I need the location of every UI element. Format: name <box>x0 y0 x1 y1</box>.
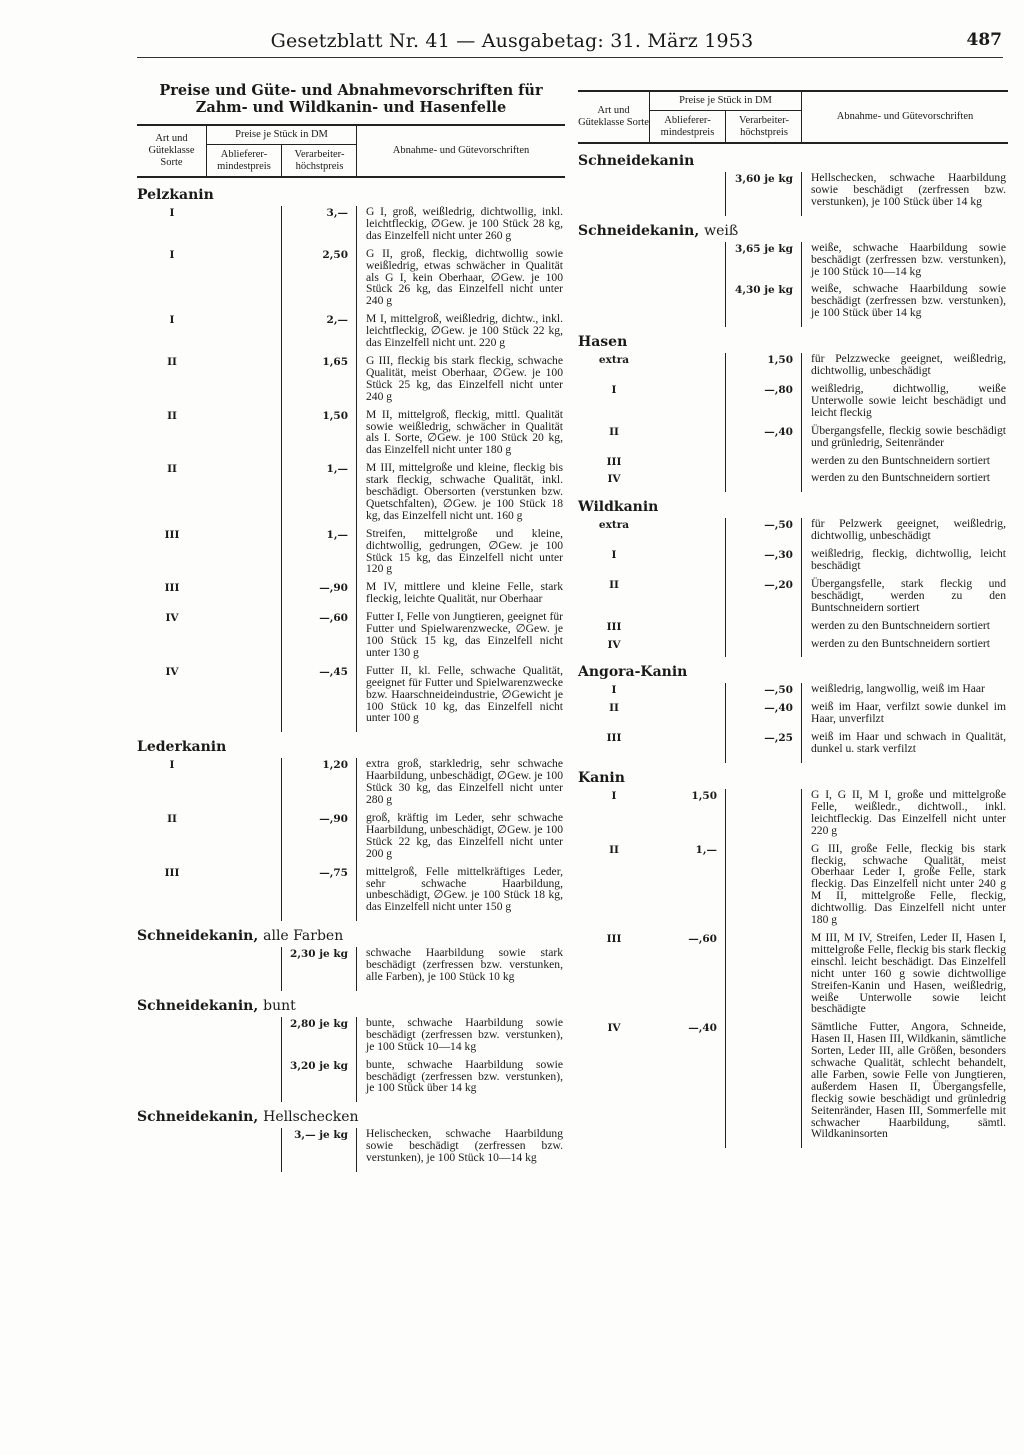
table-section <box>578 222 1008 325</box>
grade-cell: III <box>164 528 180 541</box>
table-row <box>137 206 565 248</box>
max-price-cell: —,50 <box>726 683 802 703</box>
max-price-cell: —,90 <box>282 812 357 868</box>
header-rule <box>137 57 1003 58</box>
min-price-cell <box>207 313 282 357</box>
max-price-cell: —,45 <box>282 665 357 733</box>
spec-cell: M III, mittelgroße und kleine, fleckig bis stark fleckig, schwache Qualität, inkl. beschädigt. Obersorten (verstunken bzw. Quetschfalten), ∅Gew. je 100 Stück 18 kg, das Einzelfell nicht unt. 160 g <box>366 461 563 522</box>
spec-cell: G II, groß, fleckig, dichtwollig sowie weißledrig, etwas schwächer in Qualität als G I, kein Oberhaar, ∅Gew. je 100 Stück 26 kg, das Einzelfell nicht unter 240 g <box>366 246 563 308</box>
section-title-main: Pelzkanin <box>137 187 214 203</box>
min-price-cell <box>207 1059 282 1103</box>
section-rows <box>137 1017 565 1100</box>
section-rows <box>137 206 565 730</box>
table-row <box>137 947 565 989</box>
section-title-main: Angora-Kanin <box>578 664 688 681</box>
max-price-header: Verarbeiter-höchstpreis <box>739 114 789 138</box>
max-price-cell: 3,65 je kg <box>726 242 802 286</box>
section-title-main: Schneidekanin, <box>137 1109 259 1126</box>
table-row <box>578 472 1008 490</box>
section-title <box>137 186 565 204</box>
prices-group-label: Preise je Stück in DM <box>207 126 356 145</box>
max-price-cell: —,50 <box>726 518 802 550</box>
spec-cell: Streifen, mittelgroße und kleine, dichtwollig, gedrungen, ∅Gew. je 100 Stück 15 kg, das Einzelfell nicht unter 120 g <box>366 526 563 576</box>
grade-cell <box>137 1059 207 1061</box>
table-row <box>578 518 1008 548</box>
max-price-cell: 2,— <box>282 313 357 357</box>
spec-cell: M IV, mittlere und kleine Felle, stark fleckig, leichte Qualität, nur Oberhaar <box>366 580 563 606</box>
col-grade-header: Art und Güteklasse Sorte <box>578 92 650 142</box>
section-rows <box>578 518 1008 655</box>
min-price-cell <box>650 383 726 427</box>
table-row <box>137 409 565 463</box>
table-section <box>137 1108 565 1170</box>
min-price-cell <box>207 611 282 667</box>
grade-cell: I <box>611 684 617 697</box>
grade-cell <box>137 1017 207 1019</box>
max-price-cell: —,30 <box>726 548 802 580</box>
spec-cell: M II, mittelgroß, fleckig, mittl. Qualität sowie weißledrig, schwächer in Qualität als I. Sorte, ∅Gew. je 100 Stück 20 kg, das Einzelfell nicht unter 180 g <box>366 407 563 457</box>
grade-cell: III <box>606 732 622 745</box>
grade-cell: I <box>611 790 617 802</box>
min-price-cell <box>650 353 726 385</box>
min-price-cell: —,40 <box>650 1021 726 1148</box>
section-rows <box>578 353 1008 490</box>
grade-cell <box>578 242 650 244</box>
table-row <box>578 638 1008 656</box>
max-price-cell: 1,50 <box>726 353 802 385</box>
min-price-cell <box>207 462 282 530</box>
max-price-cell: 3,20 je kg <box>282 1059 357 1103</box>
min-price-cell <box>650 701 726 733</box>
section-title <box>137 738 565 756</box>
max-price-cell <box>726 638 802 658</box>
table-row <box>137 866 565 920</box>
table-row <box>137 1128 565 1170</box>
min-price-cell <box>650 620 726 640</box>
table-section <box>137 738 565 919</box>
spec-cell: werden zu den Buntschneidern sortiert <box>811 618 991 632</box>
max-price-cell: 1,50 <box>282 409 357 465</box>
section-rows <box>578 683 1008 761</box>
max-price-cell <box>726 472 802 492</box>
max-price-cell: —,25 <box>726 731 802 763</box>
table-row <box>137 665 565 731</box>
spec-cell: Futter I, Felle von Jungtieren, geeignet für Futter und Spielwarenzwecke, ∅Gew. je 100 Stück 15 kg, das Einzelfell nicht unter 130 g <box>366 610 563 659</box>
max-price-cell: 3,— <box>282 206 357 250</box>
section-title-main: Schneidekanin <box>578 153 695 169</box>
left-table-body <box>137 186 565 1170</box>
table-section <box>578 498 1008 655</box>
min-price-cell <box>650 683 726 703</box>
table-row <box>578 1021 1008 1146</box>
grade-cell: I <box>611 383 617 396</box>
spec-cell: weißledrig, fleckig, dichtwollig, leicht beschädigt <box>811 547 1006 573</box>
max-price-cell: —,80 <box>726 383 802 427</box>
spec-cell: G III, fleckig bis stark fleckig, schwache Qualität, meist Oberhaar, ∅Gew. je 100 Stück 25 kg, das Einzelfell nicht unter 240 g <box>366 353 563 403</box>
section-title <box>578 152 1008 170</box>
table-row <box>578 789 1008 843</box>
left-column <box>137 82 565 1170</box>
grade-cell <box>578 172 650 174</box>
table-row <box>578 353 1008 383</box>
min-price-cell <box>650 638 726 658</box>
table-row <box>578 578 1008 620</box>
table-row <box>137 528 565 582</box>
price-group-header <box>650 92 802 142</box>
table-row <box>137 1017 565 1059</box>
max-price-cell: 3,60 je kg <box>726 172 802 216</box>
spec-cell: M III, M IV, Streifen, Leder II, Hasen I, mittelgroße Felle, fleckig bis stark fleckig einschl. leicht beschädigt. Das Einzelfell nicht unter 160 g sowie dichtwollige Streifen-Kanin und Hasen, weißledrig, weiße Unterwolle sowie leicht beschädigte <box>811 930 1006 1016</box>
min-price-cell <box>650 472 726 492</box>
table-row <box>137 1059 565 1101</box>
table-row <box>578 425 1008 455</box>
section-title <box>137 1108 565 1126</box>
grade-cell: I <box>611 549 617 562</box>
grade-cell: II <box>609 843 619 856</box>
min-price-cell <box>207 947 282 991</box>
min-price-cell <box>207 206 282 250</box>
grade-cell: II <box>167 812 177 825</box>
grade-cell: IV <box>607 638 621 651</box>
min-price-cell <box>650 731 726 763</box>
min-price-cell: 1,50 <box>650 789 726 845</box>
grade-cell <box>137 947 207 949</box>
min-price-cell <box>207 248 282 316</box>
spec-cell: werden zu den Buntschneidern sortiert <box>811 636 991 650</box>
spec-cell: werden zu den Buntschneidern sortiert <box>811 453 991 467</box>
table-section <box>137 186 565 730</box>
section-title-main: Schneidekanin, <box>578 222 700 239</box>
table-row <box>578 731 1008 761</box>
spec-cell: Sämtliche Futter, Angora, Schneide, Hasen II, Hasen III, Wildkanin, sämtliche Sorten, Leder III, alle Größen, besonders schwache Qualität, schlecht behandelt, alle Farben, sowie Felle von Jungtieren, außerdem Hasen II, Übergangsfelle, fleckig sowie beschädigt und grünledrig Seitenränder, Hasen III, Sommerfelle mit schwacher Haarbildung, sämtl. Wildkaninsorten <box>811 1020 1006 1141</box>
min-price-cell <box>650 425 726 457</box>
spec-cell: Helischecken, schwache Haarbildung sowie beschädigt (zerfressen bzw. verstunken), je 100 Stück 10—14 kg <box>366 1127 563 1165</box>
grade-cell: II <box>167 355 177 368</box>
spec-cell: G III, große Felle, fleckig bis stark fleckig, schwache Qualität, meist Oberhaar Leder I, große Felle, stark fleckig. Das Einzelfell nicht unter 240 g M II, mittelgroße Felle, fleckig, dichtwollig. Das Einzelfell nicht unter 180 g <box>811 841 1006 927</box>
table-row <box>137 248 565 314</box>
max-price-cell: 1,— <box>282 462 357 530</box>
grade-cell: I <box>169 759 175 772</box>
grade-cell: I <box>169 314 175 327</box>
min-price-cell <box>650 548 726 580</box>
table-header-right <box>578 90 1008 144</box>
min-price-cell <box>207 812 282 868</box>
section-rows <box>137 1128 565 1170</box>
min-price-cell <box>650 578 726 622</box>
page-number: 487 <box>966 30 1002 50</box>
spec-header: Abnahme- und Gütevorschriften <box>392 145 530 156</box>
table-row <box>578 383 1008 425</box>
table-row <box>578 242 1008 284</box>
max-price-cell: —,60 <box>282 611 357 667</box>
max-price-cell <box>726 789 802 845</box>
table-section <box>578 333 1008 490</box>
section-title-main: Wildkanin <box>578 499 659 516</box>
spec-cell: weiße, schwache Haarbildung sowie beschädigt (zerfressen bzw. verstunken), je 100 Stück über 14 kg <box>811 282 1006 320</box>
table-title: Preise und Güte- und Abnahmevorschriften für Zahm- und Wildkanin- und Hasenfelle <box>159 82 543 116</box>
table-row <box>137 313 565 355</box>
spec-cell: groß, kräftig im Leder, sehr schwache Haarbildung, unbeschädigt, ∅Gew. je 100 Stück 22 kg, das Einzelfell nicht unter 200 g <box>366 810 563 860</box>
grade-cell <box>578 283 650 285</box>
table-row <box>137 611 565 665</box>
table-row <box>578 455 1008 473</box>
table-row <box>137 462 565 528</box>
section-title-main: Lederkanin <box>137 739 227 756</box>
min-price-cell <box>650 172 726 216</box>
min-price-cell <box>207 1017 282 1061</box>
section-title <box>137 997 565 1015</box>
section-title-main: Schneidekanin, <box>137 928 259 945</box>
max-price-header: Verarbeiter-höchstpreis <box>294 148 345 172</box>
min-price-cell <box>207 866 282 922</box>
table-section <box>578 663 1008 761</box>
grade-cell: II <box>167 409 177 422</box>
spec-cell: Übergangsfelle, stark fleckig und beschädigt, werden zu den Buntschneidern sortiert <box>811 576 1006 614</box>
price-group-header <box>207 126 357 176</box>
table-row <box>578 172 1008 214</box>
max-price-cell: 1,20 <box>282 758 357 814</box>
spec-cell: Übergangsfelle, fleckig sowie beschädigt und grünledrig, Seitenränder <box>811 423 1006 449</box>
table-row <box>578 932 1008 1021</box>
right-table-body <box>578 152 1008 1146</box>
min-price-cell <box>207 665 282 733</box>
grade-cell: I <box>169 207 175 219</box>
spec-cell: weiße, schwache Haarbildung sowie beschädigt (zerfressen bzw. verstunken), je 100 Stück 10—14 kg <box>811 240 1006 278</box>
grade-cell: IV <box>607 1022 621 1035</box>
grade-cell: I <box>169 248 175 261</box>
max-price-cell: —,90 <box>282 581 357 613</box>
section-title <box>578 333 1008 351</box>
table-row <box>578 843 1008 932</box>
grade-cell: III <box>606 455 622 468</box>
grade-cell: III <box>164 866 180 879</box>
table-section <box>137 997 565 1100</box>
min-price-header: Ablieferer-mindestpreis <box>650 111 726 142</box>
table-row <box>578 701 1008 731</box>
min-price-cell <box>650 455 726 475</box>
max-price-cell: 4,30 je kg <box>726 283 802 327</box>
section-rows <box>578 172 1008 214</box>
max-price-cell: 3,— je kg <box>282 1128 357 1172</box>
min-price-cell: 1,— <box>650 843 726 934</box>
section-rows <box>578 789 1008 1146</box>
grade-cell: II <box>609 578 619 591</box>
spec-cell: extra groß, starkledrig, sehr schwache Haarbildung, unbeschädigt, ∅Gew. je 100 Stück 30 kg, das Einzelfell nicht unter 280 g <box>366 757 563 807</box>
grade-cell: extra <box>598 519 630 532</box>
spec-cell: bunte, schwache Haarbildung sowie beschädigt (zerfressen bzw. verstunken), je 100 Stück 10—14 kg <box>366 1015 563 1053</box>
min-price-cell <box>207 355 282 411</box>
spec-header: Abnahme- und Gütevorschriften <box>836 111 974 122</box>
min-price-header: Ablieferer-mindestpreis <box>207 145 282 176</box>
right-column <box>578 90 1008 1146</box>
spec-cell: mittelgroß, Felle mittelkräftiges Leder, sehr schwache Haarbildung, unbeschädigt, ∅Gew. je 100 Stück 18 kg, das Einzelfell nicht unter 150 g <box>366 864 563 914</box>
grade-cell: III <box>606 932 622 945</box>
table-section <box>578 152 1008 214</box>
section-rows <box>578 242 1008 325</box>
spec-cell: Hellschecken, schwache Haarbildung sowie beschädigt (zerfressen bzw. verstunken), je 100 Stück über 14 kg <box>811 171 1006 208</box>
max-price-cell: 1,— <box>282 528 357 584</box>
max-price-cell <box>726 1021 802 1148</box>
section-title <box>578 769 1008 787</box>
min-price-cell <box>207 581 282 613</box>
section-title <box>578 663 1008 681</box>
min-price-cell <box>650 242 726 286</box>
max-price-cell: —,40 <box>726 701 802 733</box>
max-price-cell: 1,65 <box>282 355 357 411</box>
grade-cell: IV <box>165 612 179 625</box>
grade-cell: IV <box>607 473 621 486</box>
grade-cell: II <box>609 425 619 438</box>
min-price-cell <box>207 409 282 465</box>
max-price-cell: 2,80 je kg <box>282 1017 357 1061</box>
max-price-cell: —,20 <box>726 578 802 622</box>
spec-cell: weiß im Haar und schwach in Qualität, dunkel u. stark verfilzt <box>811 730 1006 756</box>
table-row <box>578 283 1008 325</box>
max-price-cell: —,40 <box>726 425 802 457</box>
page-header-title: Gesetzblatt Nr. 41 — Ausgabetag: 31. März 1953 <box>270 30 754 52</box>
table-section <box>578 769 1008 1146</box>
table-row <box>578 683 1008 701</box>
prices-group-label: Preise je Stück in DM <box>650 92 801 111</box>
spec-cell: werden zu den Buntschneidern sortiert <box>811 471 991 485</box>
table-row <box>578 548 1008 578</box>
max-price-cell <box>726 620 802 640</box>
min-price-cell <box>207 528 282 584</box>
max-price-cell: 2,50 <box>282 248 357 316</box>
spec-cell: weiß im Haar, verfilzt sowie dunkel im Haar, unverfilzt <box>811 700 1006 726</box>
grade-cell: II <box>167 463 177 476</box>
section-title-suffix: bunt <box>263 997 296 1014</box>
spec-cell: für Pelzwerk geeignet, weißledrig, dichtwollig, unbeschädigt <box>811 517 1006 543</box>
table-section <box>137 927 565 989</box>
grade-cell: extra <box>598 354 630 367</box>
grade-cell: II <box>609 702 619 715</box>
spec-cell: weißledrig, langwollig, weiß im Haar <box>811 682 985 696</box>
table-row <box>137 355 565 409</box>
min-price-cell <box>207 758 282 814</box>
table-row <box>137 581 565 611</box>
section-rows <box>137 947 565 989</box>
spec-cell: G I, groß, weißledrig, dichtwollig, inkl. leichtfleckig, ∅Gew. je 100 Stück 28 kg, das Einzelfell nicht unter 260 g <box>366 205 563 242</box>
section-title <box>137 927 565 945</box>
section-title-suffix: weiß <box>704 222 739 239</box>
section-title-suffix: Hellschecken <box>263 1109 359 1126</box>
section-title <box>578 222 1008 240</box>
spec-cell: G I, G II, M I, große und mittelgroße Felle, weißledr., dichtwoll., inkl. leichtfleckig. Das Einzelfell nicht unter 220 g <box>811 788 1006 837</box>
section-title <box>578 498 1008 516</box>
spec-cell: M I, mittelgroß, weißledrig, dichtw., inkl. leichtfleckig, ∅Gew. je 100 Stück 22 kg, das Einzelfell nicht unt. 220 g <box>366 312 563 350</box>
section-title-main: Kanin <box>578 770 625 786</box>
table-row <box>578 620 1008 638</box>
min-price-cell: —,60 <box>650 932 726 1023</box>
table-row <box>137 758 565 812</box>
min-price-cell <box>207 1128 282 1172</box>
max-price-cell <box>726 843 802 934</box>
spec-cell: für Pelzzwecke geeignet, weißledrig, dichtwollig, unbeschädigt <box>811 352 1006 378</box>
grade-cell: III <box>606 620 622 633</box>
section-title-main: Hasen <box>578 334 628 351</box>
min-price-cell <box>650 518 726 550</box>
table-header-left <box>137 124 565 178</box>
max-price-cell: 2,30 je kg <box>282 947 357 991</box>
spec-cell: Futter II, kl. Felle, schwache Qualität, geeignet für Futter und Spielwarenzwecke bzw. Haarschneideindustrie, ∅Gewicht je 100 Stück 10 kg, das Einzelfell nicht unter 100 g <box>366 663 563 725</box>
section-title-main: Schneidekanin, <box>137 997 259 1014</box>
grade-cell: IV <box>165 665 179 678</box>
section-rows <box>137 758 565 919</box>
grade-cell: III <box>164 582 180 595</box>
section-title-suffix: alle Farben <box>263 928 344 945</box>
spec-cell: weißledrig, dichtwollig, weiße Unterwolle sowie leicht beschädigt und leicht fleckig <box>811 381 1006 419</box>
max-price-cell <box>726 455 802 475</box>
spec-cell: schwache Haarbildung sowie stark beschädigt (zerfressen bzw. verstunken, alle Farben), je 100 Stück 10 kg <box>366 946 563 984</box>
grade-cell <box>137 1128 207 1130</box>
min-price-cell <box>650 283 726 327</box>
col-grade-header: Art und Güteklasse Sorte <box>137 126 207 176</box>
max-price-cell <box>726 932 802 1023</box>
spec-cell: bunte, schwache Haarbildung sowie beschädigt (zerfressen bzw. verstunken), je 100 Stück über 14 kg <box>366 1057 563 1095</box>
table-row <box>137 812 565 866</box>
max-price-cell: —,75 <box>282 866 357 922</box>
